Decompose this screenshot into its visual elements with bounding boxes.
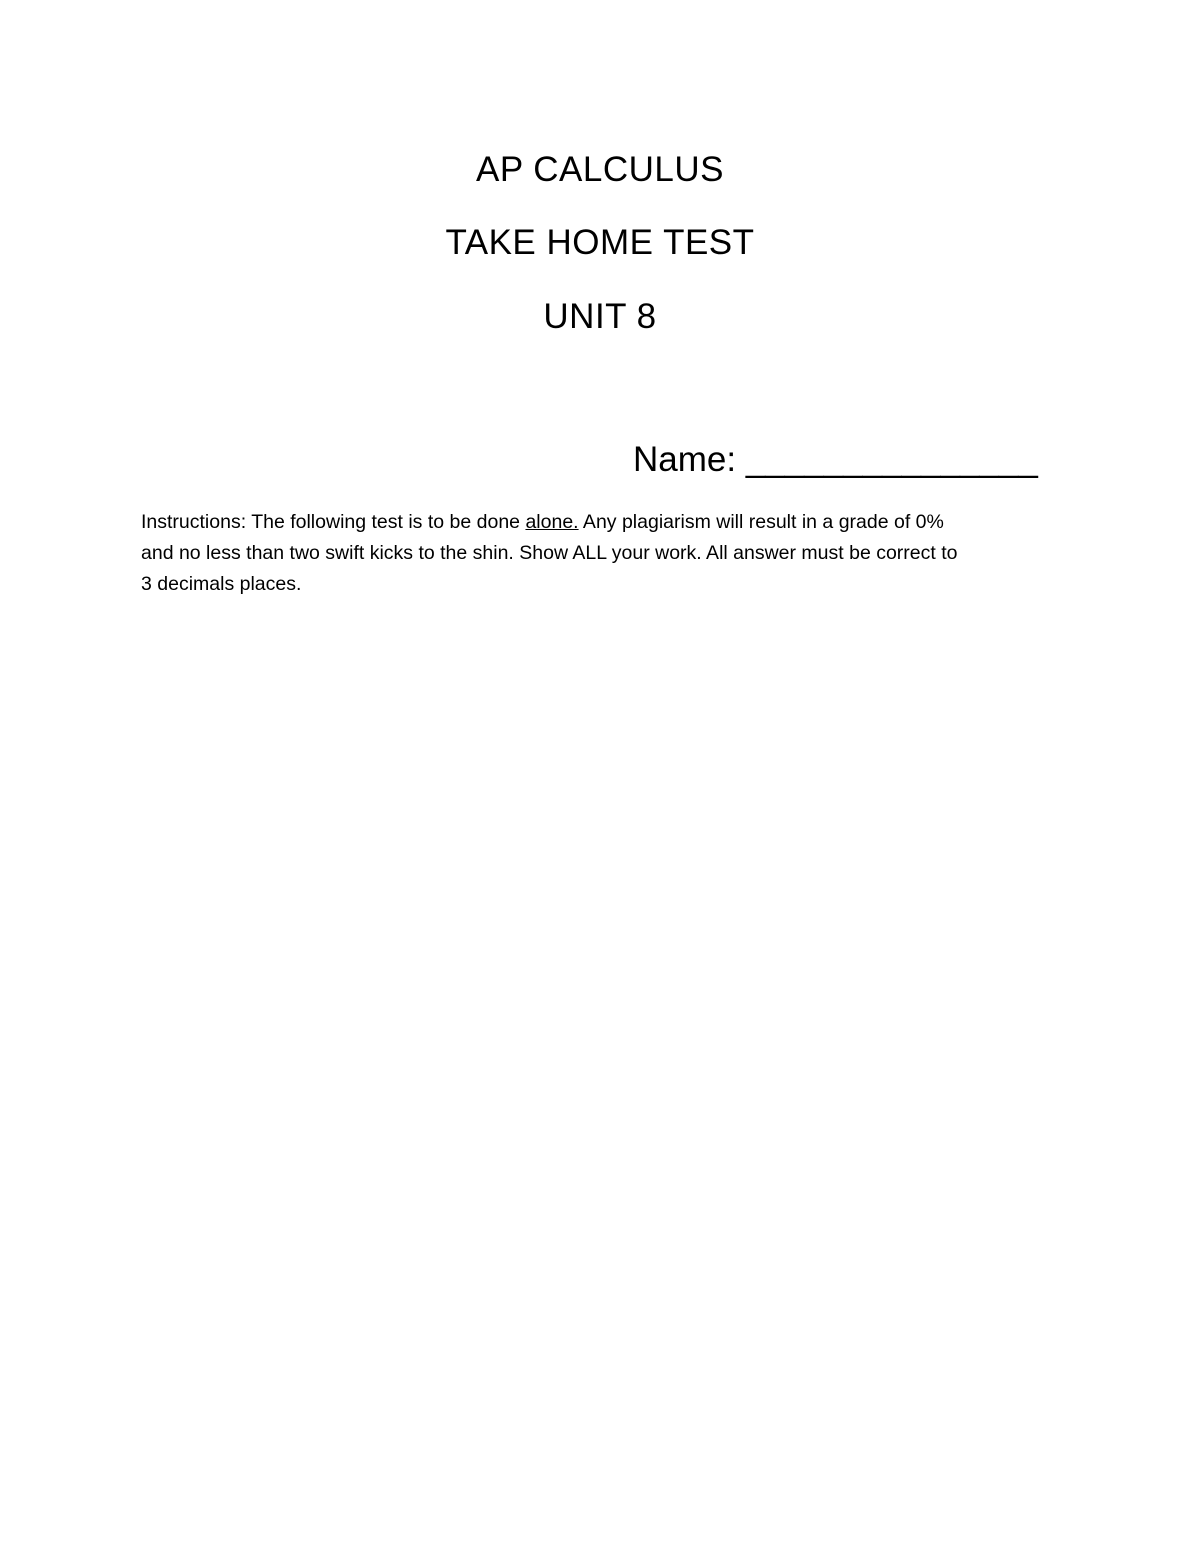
unit-title: UNIT 8 (543, 297, 657, 336)
instructions-line-2: and no less than two swift kicks to the shin. Show ALL your work. All answer must be correct to (141, 542, 958, 564)
name-label: Name: (633, 440, 737, 479)
instructions-line-1 (141, 507, 1061, 538)
name-field (633, 440, 1038, 480)
instructions-line-3: 3 decimals places. (141, 573, 302, 595)
test-type-title: TAKE HOME TEST (445, 223, 755, 262)
instructions-paragraph (141, 507, 1061, 600)
name-blank: _______________ (745, 440, 1038, 479)
instructions-line-1-start: Instructions: The following test is to be done (141, 511, 526, 533)
course-title: AP CALCULUS (475, 150, 724, 189)
instructions-emphasis-alone: alone. (525, 511, 579, 533)
instructions-line-1-end: Any plagiarism will result in a grade of 0% (578, 511, 944, 533)
